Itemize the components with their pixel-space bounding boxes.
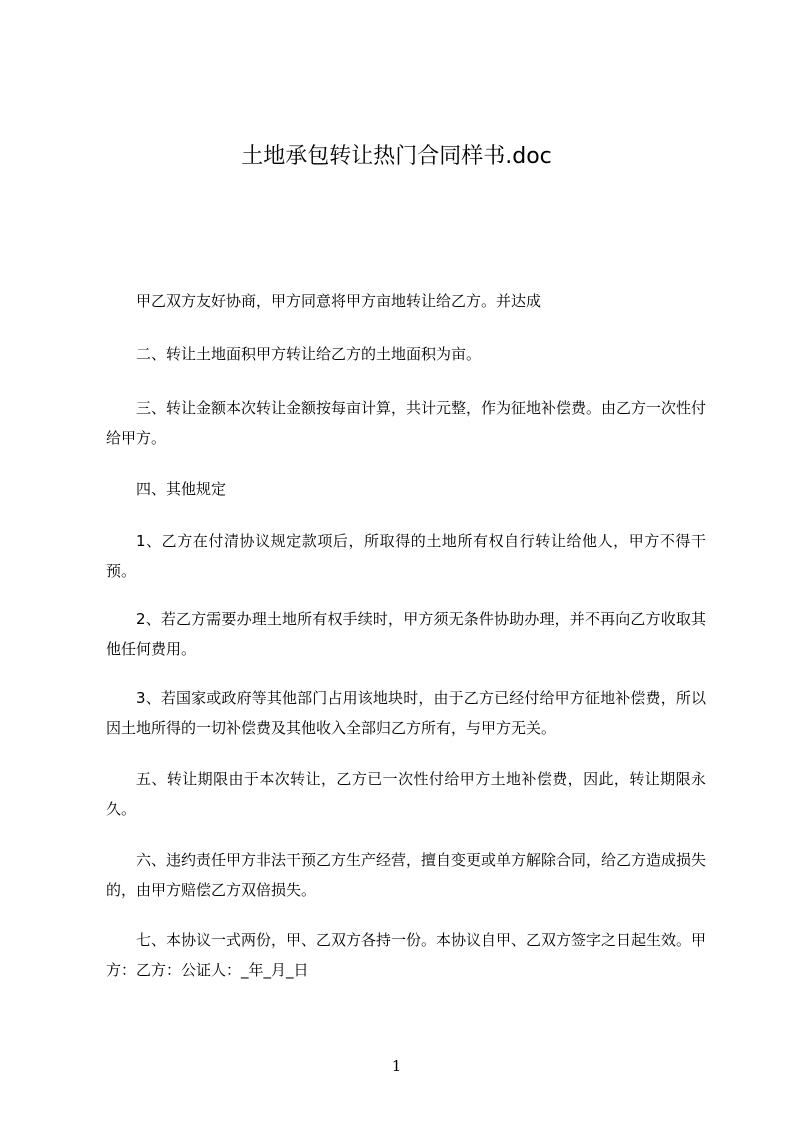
paragraph-rule-2: 2、若乙方需要办理土地所有权手续时，甲方须无条件协助办理，并不再向乙方收取其他任何费用。 — [106, 610, 706, 658]
paragraph-section-7: 七、本协议一式两份，甲、乙双方各持一份。本协议自甲、乙双方签字之日起生效。甲方：乙方：公证人：_年_月_日 — [106, 931, 707, 979]
paragraph-section-3: 三、转让金额本次转让金额按每亩计算，共计元整，作为征地补偿费。由乙方一次性付给甲方。 — [106, 399, 707, 447]
document-title: 土地承包转让热门合同样书.doc — [241, 144, 552, 169]
paragraph-rule-3: 3、若国家或政府等其他部门占用该地块时，由于乙方已经付给甲方征地补偿费，所以因土地所得的一切补偿费及其他收入全部归乙方所有，与甲方无关。 — [106, 689, 706, 737]
paragraph-section-6: 六、违约责任甲方非法干预乙方生产经营，擅自变更或单方解除合同，给乙方造成损失的，由甲方赔偿乙方双倍损失。 — [106, 851, 707, 899]
paragraph-section-2: 二、转让土地面积甲方转让给乙方的土地面积为亩。 — [136, 345, 482, 363]
page-number: 1 — [391, 1057, 402, 1075]
paragraph-section-4-heading: 四、其他规定 — [136, 480, 227, 498]
paragraph-rule-1: 1、乙方在付清协议规定款项后，所取得的土地所有权自行转让给他人，甲方不得干预。 — [106, 532, 706, 580]
paragraph-intro: 甲乙双方友好协商，甲方同意将甲方亩地转让给乙方。并达成 — [136, 292, 542, 310]
paragraph-section-5: 五、转让期限由于本次转让，乙方已一次性付给甲方土地补偿费，因此，转让期限永久。 — [106, 770, 706, 818]
